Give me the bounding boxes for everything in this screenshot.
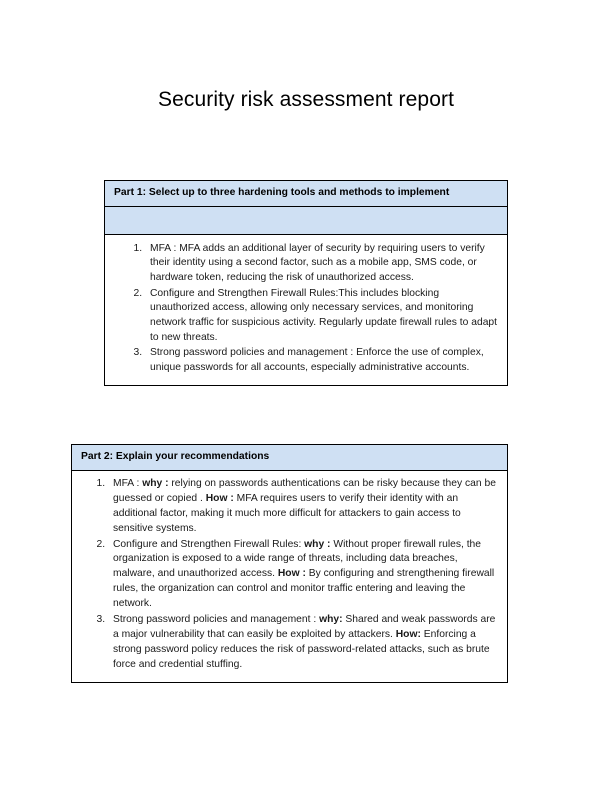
how-text: Enforcing a strong password policy reduces the risk of password-related attacks, such as brute force and credential stuffing.	[113, 629, 490, 670]
recommendation-topic: Configure and Strengthen Firewall Rules:	[113, 538, 305, 550]
how-text: By configuring and strengthening firewall rules, the organization can control and monitor traffic entering and leaving the network.	[113, 568, 495, 610]
why-text: Without proper firewall rules, the organization is exposed to a wide range of threats, including data breaches, malware, and unauthorized access.	[113, 538, 482, 580]
list-item	[145, 287, 497, 345]
list-item-text: MFA adds an additional layer of security by requiring users to verify their identity using a second factor, such as a mobile app, SMS code, or hardware token, reducing the risk of unauthorized access.	[150, 242, 485, 284]
recommendation-topic: MFA :	[113, 477, 143, 489]
list-item	[108, 538, 497, 613]
list-item-lead: Strong password policies and management :	[150, 347, 357, 359]
why-label: why :	[304, 538, 331, 550]
list-item	[108, 477, 497, 537]
part-2-body	[72, 471, 507, 682]
list-item-lead: MFA :	[150, 242, 180, 254]
part-1-list	[115, 242, 497, 375]
part-2-list	[78, 477, 497, 673]
how-label: How:	[395, 629, 421, 641]
recommendation-topic: Strong password policies and management :	[113, 614, 320, 626]
part-2-header: Part 2: Explain your recommendations	[72, 445, 507, 471]
part-1-blank-row	[105, 207, 507, 235]
part-1-body	[105, 235, 507, 385]
why-text: Shared and weak passwords are a major vulnerability that can easily be exploited by attackers.	[113, 614, 496, 641]
why-label: why :	[142, 477, 169, 489]
how-label: How :	[277, 568, 306, 580]
how-text: MFA requires users to verify their identity with an additional factor, making it much more difficult for attackers to gain access to sensitive systems.	[113, 492, 461, 534]
how-label: How :	[205, 492, 234, 504]
list-item-lead: Configure and Strengthen Firewall Rules:	[150, 287, 339, 299]
page-title: Security risk assessment report	[157, 88, 455, 111]
why-label: why:	[319, 614, 343, 626]
list-item-text: This includes blocking unauthorized access, allowing only necessary services, and monitoring network traffic for suspicious activity. Regularly update firewall rules to adapt to new threats.	[150, 287, 498, 343]
part-1-header: Part 1: Select up to three hardening tools and methods to implement	[105, 181, 507, 207]
list-item-text: Enforce the use of complex, unique passwords for all accounts, especially administrative accounts.	[150, 347, 484, 373]
part-1-table	[104, 180, 508, 386]
list-item	[145, 242, 497, 286]
list-item	[108, 613, 497, 673]
list-item	[145, 346, 497, 375]
part-2-table	[71, 444, 508, 683]
why-text: relying on passwords authentications can be risky because they can be guessed or copied .	[113, 477, 496, 504]
